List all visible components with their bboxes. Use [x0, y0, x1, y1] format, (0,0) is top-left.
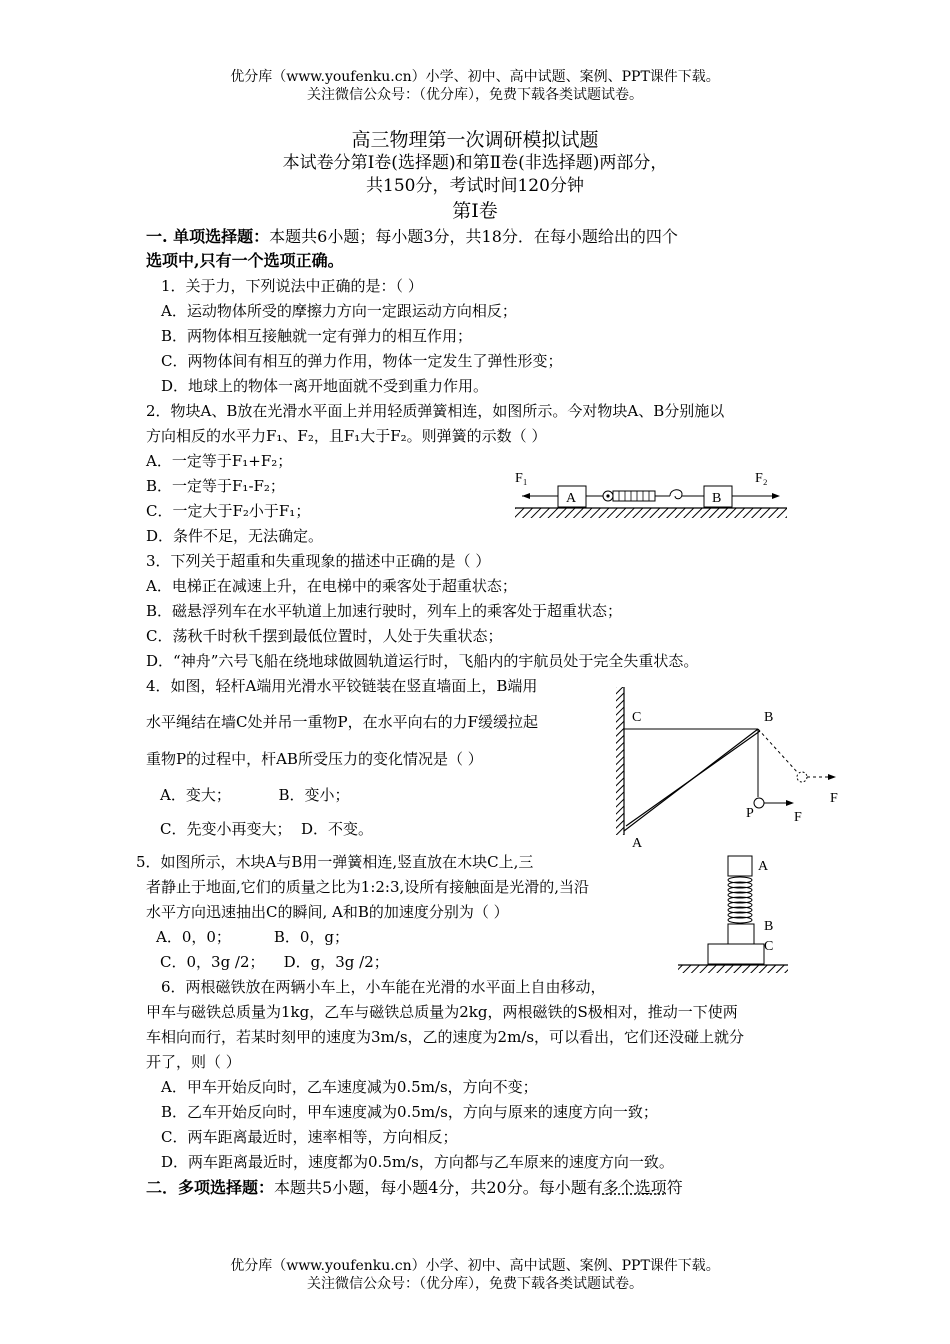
- block-c-q5-label: C: [764, 939, 774, 954]
- dashed-rope: [758, 729, 798, 773]
- section2-underlined: 多个选项: [602, 1178, 667, 1197]
- section2-tail: 符: [666, 1178, 683, 1197]
- q5-stem-1: 5．如图所示，木块A与B用一弹簧相连,竖直放在木块C上,三: [136, 853, 534, 871]
- exam-subtitle-2: 共150分，考试时间120分钟: [366, 176, 584, 196]
- q1-stem: 1．关于力，下列说法中正确的是：（ ）: [161, 277, 423, 295]
- weight-p-label: P: [746, 806, 754, 821]
- q4-options-ab: A．变大； B．变小；: [160, 786, 350, 804]
- q1-option-a: A．运动物体所受的摩擦力方向一定跟运动方向相反；: [161, 302, 517, 320]
- q6-option-a: A．甲车开始反向时，乙车速度减为0.5m/s，方向不变；: [161, 1078, 538, 1096]
- header-line-2: 关注微信公众号：（优分库），免费下载各类试题试卷。: [307, 87, 643, 103]
- q3-stem: 3．下列关于超重和失重现象的描述中正确的是（ ）: [146, 552, 491, 570]
- force-f2-arrowhead: [772, 493, 780, 499]
- q4-stem-2: 水平绳结在墙C处并吊一重物P，在水平向右的力F缓缓拉起: [146, 713, 538, 731]
- block-a-q5: [728, 856, 752, 876]
- q6-stem-3: 车相向而行，若某时刻甲的速度为3m/s，乙的速度为2m/s，可以看出，它们还没碰上就分: [146, 1028, 745, 1046]
- q2-option-d: D．条件不足，无法确定。: [146, 527, 324, 545]
- q5-options-ab: A．0，0； B．0，g；: [156, 928, 350, 946]
- wall-hatch: [616, 687, 624, 835]
- q2-stem-2: 方向相反的水平力F₁、F₂，且F₁大于F₂。则弹簧的示数（ ）: [146, 427, 547, 445]
- q5-stem-2: 者静止于地面,它们的质量之比为1:2:3,设所有接触面是光滑的,当沿: [146, 878, 590, 896]
- q6-stem-2: 甲车与磁铁总质量为1kg，乙车与磁铁总质量为2kg，两根磁铁的S极相对，推动一下使两: [146, 1003, 738, 1021]
- q4-stem-3: 重物P的过程中，杆AB所受压力的变化情况是（ ）: [146, 750, 483, 768]
- point-a-label: A: [632, 836, 643, 851]
- force-f1-label: F₁: [515, 471, 528, 486]
- spring-coil: [728, 877, 752, 923]
- q3-option-c: C．荡秋千时秋千摆到最低位置时，人处于失重状态；: [146, 627, 503, 645]
- ground-hatch-q5: [678, 965, 788, 973]
- volume-title: 第Ⅰ卷: [452, 200, 498, 222]
- ground-hatch: [515, 508, 787, 518]
- block-a-q5-label: A: [758, 859, 769, 874]
- section1-heading: [146, 226, 678, 248]
- exam-subtitle-1: 本试卷分第Ⅰ卷(选择题)和第Ⅱ卷(非选择题)两部分，: [282, 153, 668, 173]
- point-b-label: B: [764, 710, 774, 725]
- force-f1-arrowhead: [522, 493, 530, 499]
- section1-label: 一. 单项选择题：: [146, 227, 270, 246]
- weight-p: [754, 798, 764, 808]
- q2-figure: [510, 462, 795, 524]
- q3-option-d: D．“神舟”六号飞船在绕地球做圆轨道运行时，飞船内的宇航员处于完全失重状态。: [146, 652, 699, 670]
- dashed-weight: [797, 772, 807, 782]
- force-f-label: F: [794, 810, 802, 825]
- rod-ab-edge: [626, 731, 760, 826]
- q5-stem-3: 水平方向迅速抽出C的瞬间, A和B的加速度分别为（ ）: [146, 903, 509, 921]
- q5-options-cd: C．0，3g /2； D．g，3g /2；: [160, 953, 389, 971]
- exam-title: 高三物理第一次调研模拟试题: [351, 129, 599, 151]
- q6-option-d: D．两车距离最近时，速度都为0.5m/s，方向都与乙车原来的速度方向一致。: [161, 1153, 674, 1171]
- header-line-1: 优分库（www.youfenku.cn）小学、初中、高中试题、案例、PPT课件下载。: [230, 69, 720, 85]
- section2-heading: [146, 1177, 683, 1199]
- q6-option-c: C．两车距离最近时，速率相等，方向相反；: [161, 1128, 458, 1146]
- dashed-force-label: F: [830, 791, 838, 806]
- section1-text-2: 选项中,只有一个选项正确。: [146, 251, 344, 270]
- spring-scale-dot: [606, 494, 609, 497]
- block-b-q5-label: B: [764, 919, 774, 934]
- dashed-force-arrowhead: [828, 774, 836, 780]
- force-f-arrowhead: [786, 800, 794, 806]
- spring-scale-hook: [670, 490, 682, 499]
- q2-option-c: C．一定大于F₂小于F₁；: [146, 502, 311, 520]
- block-b-q5: [728, 924, 754, 944]
- block-b-label: B: [712, 491, 722, 506]
- q4-options-cd: C．先变小再变大； D．不变。: [160, 820, 374, 838]
- footer-line-1: 优分库（www.youfenku.cn）小学、初中、高中试题、案例、PPT课件下载。: [230, 1258, 720, 1274]
- q1-option-d: D．地球上的物体一离开地面就不受到重力作用。: [161, 377, 489, 395]
- q1-option-c: C．两物体间有相互的弹力作用，物体一定发生了弹性形变；: [161, 352, 563, 370]
- q3-option-a: A．电梯正在减速上升，在电梯中的乘客处于超重状态；: [146, 577, 517, 595]
- q6-stem-1: 6．两根磁铁放在两辆小车上，小车能在光滑的水平面上自由移动，: [161, 978, 606, 996]
- point-c-label: C: [632, 710, 642, 725]
- q2-option-a: A．一定等于F₁+F₂；: [146, 452, 293, 470]
- footer-line-2: 关注微信公众号：（优分库），免费下载各类试题试卷。: [307, 1276, 643, 1292]
- q4-figure: [610, 685, 850, 855]
- block-c-q5: [708, 944, 764, 964]
- section2-label: 二．多项选择题：: [146, 1178, 275, 1197]
- section1-text: 本题共6小题；每小题3分，共18分．在每小题给出的四个: [269, 227, 678, 246]
- q6-option-b: B．乙车开始反向时，甲车速度减为0.5m/s，方向与原来的速度方向一致；: [161, 1103, 658, 1121]
- q2-option-b: B．一定等于F₁-F₂；: [146, 477, 285, 495]
- section2-text: 本题共5小题，每小题4分，共20分。每小题有: [274, 1178, 603, 1197]
- q3-option-b: B．磁悬浮列车在水平轨道上加速行驶时，列车上的乘客处于超重状态；: [146, 602, 623, 620]
- q2-stem-1: 2．物块A、B放在光滑水平面上并用轻质弹簧相连，如图所示。今对物块A、B分别施以: [146, 402, 725, 420]
- block-a-label: A: [566, 491, 577, 506]
- q5-figure: [676, 852, 796, 982]
- force-f2-label: F₂: [755, 471, 768, 486]
- q4-stem-1: 4．如图，轻杆A端用光滑水平铰链装在竖直墙面上，B端用: [146, 677, 538, 695]
- q6-stem-4: 开了，则（ ）: [146, 1053, 241, 1071]
- q1-option-b: B．两物体相互接触就一定有弹力的相互作用；: [161, 327, 473, 345]
